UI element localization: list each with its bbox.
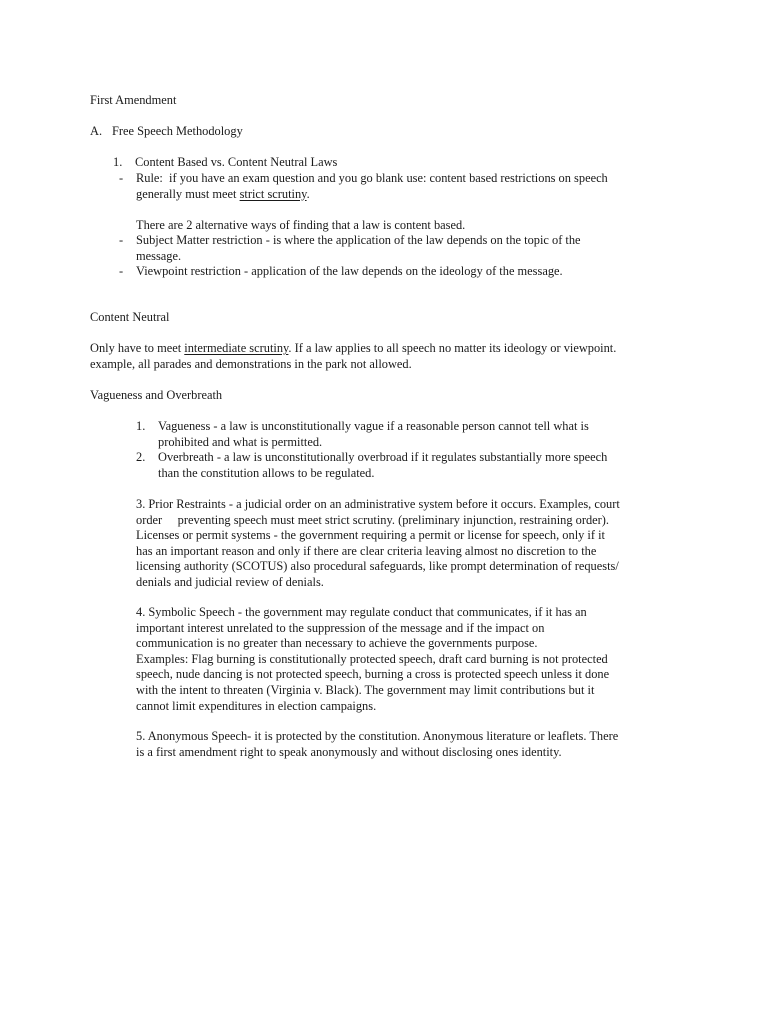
subject-matter-line-2: message. (136, 248, 182, 263)
content-based-heading (113, 155, 513, 171)
symbolic-speech-line: important interest unrelated to the suppression of the message and if the impact on (136, 620, 545, 635)
vagueness-item (136, 419, 696, 451)
item1-label: Content Based vs. Content Neutral Laws (135, 155, 338, 169)
content-neutral-heading: Content Neutral (90, 310, 170, 324)
overbreath-marker: 2. (136, 450, 146, 464)
prior-restraints-line: 3. Prior Restraints - a judicial order on an administrative system before it occurs. Examples, court (136, 497, 620, 511)
rule-bullet (119, 171, 679, 203)
rule-line-2-prefix: generally must meet (136, 186, 240, 201)
symbolic-speech-line: Examples: Flag burning is constitutionally protected speech, draft card burning is not protected (136, 651, 608, 666)
symbolic-speech-line: 4. Symbolic Speech - the government may regulate conduct that communicates, if it has an (136, 605, 587, 619)
rule-line-2 (136, 187, 608, 203)
rule-line-2-suffix: . (306, 186, 310, 201)
vagueness-marker: 1. (136, 419, 146, 433)
content-neutral-line-1 (90, 341, 690, 357)
content-neutral-paragraph (90, 341, 690, 372)
section-a-label: Free Speech Methodology (112, 124, 243, 138)
item1-marker: 1. (113, 155, 123, 169)
rule-line-1: Rule: if you have an exam question and you go blank use: content based restrictions on speech (136, 171, 608, 185)
rule-dash: - (119, 171, 124, 185)
vagueness-line-1: Vagueness - a law is unconstitutionally vague if a reasonable person cannot tell what is (158, 419, 589, 433)
overbreath-item (136, 450, 696, 482)
vagueness-line-2: prohibited and what is permitted. (158, 434, 323, 449)
content-neutral-prefix: Only have to meet (90, 341, 185, 355)
alternatives-text: There are 2 alternative ways of finding that a law is content based. (136, 218, 466, 232)
overbreath-line-2: than the constitution allows to be regulated. (158, 465, 375, 480)
symbolic-speech-line: speech, nude dancing is not protected speech, burning a cross is protected speech unless it done (136, 667, 610, 682)
viewpoint-bullet (119, 264, 679, 280)
overbreath-line-1: Overbreath - a law is unconstitutionally overbroad if it regulates substantially more speech (158, 450, 608, 464)
anonymous-speech-paragraph (136, 729, 696, 760)
content-neutral-suffix: . If a law applies to all speech no matter its ideology or viewpoint. (288, 341, 617, 355)
document-title: First Amendment (90, 93, 177, 107)
content-neutral-line-2: example, all parades and demonstrations in the park not allowed. (90, 356, 412, 371)
prior-restraints-line: Licenses or permit systems - the government requiring a permit or license for speech, only if it (136, 528, 605, 543)
anonymous-speech-line: is a first amendment right to speak anonymously and without disclosing ones identity. (136, 744, 562, 759)
symbolic-speech-paragraph (136, 605, 696, 714)
subject-matter-bullet (119, 233, 679, 265)
vagueness-heading: Vagueness and Overbreath (90, 388, 223, 402)
prior-restraints-line: has an important reason and only if there are clear criteria leaving almost no discretion to the (136, 543, 597, 558)
prior-restraints-line: denials and judicial review of denials. (136, 574, 324, 589)
anonymous-speech-line: 5. Anonymous Speech- it is protected by the constitution. Anonymous literature or leaflets. There (136, 729, 619, 743)
strict-scrutiny-term: strict scrutiny (239, 186, 307, 201)
subject-matter-line-1: Subject Matter restriction - is where the application of the law depends on the topic of the (136, 233, 581, 247)
section-a-marker: A. (90, 124, 103, 138)
intermediate-scrutiny-term: intermediate scrutiny (184, 341, 289, 355)
subject-matter-dash: - (119, 233, 124, 247)
prior-restraints-line: licensing authority (SCOTUS) also procedural safeguards, like prompt determination of requests/ (136, 559, 619, 574)
prior-restraints-paragraph (136, 497, 696, 591)
viewpoint-line-1: Viewpoint restriction - application of the law depends on the ideology of the message. (136, 264, 563, 278)
viewpoint-dash: - (119, 264, 124, 278)
symbolic-speech-line: cannot limit expenditures in election campaigns. (136, 698, 377, 713)
symbolic-speech-line: communication is no greater than necessary to achieve the governments purpose. (136, 636, 538, 651)
prior-restraints-line: order preventing speech must meet strict scrutiny. (preliminary injunction, restraining order). (136, 512, 609, 527)
section-a-heading (90, 124, 490, 140)
symbolic-speech-line: with the intent to threaten (Virginia v. Black). The government may limit contributions but it (136, 682, 595, 697)
